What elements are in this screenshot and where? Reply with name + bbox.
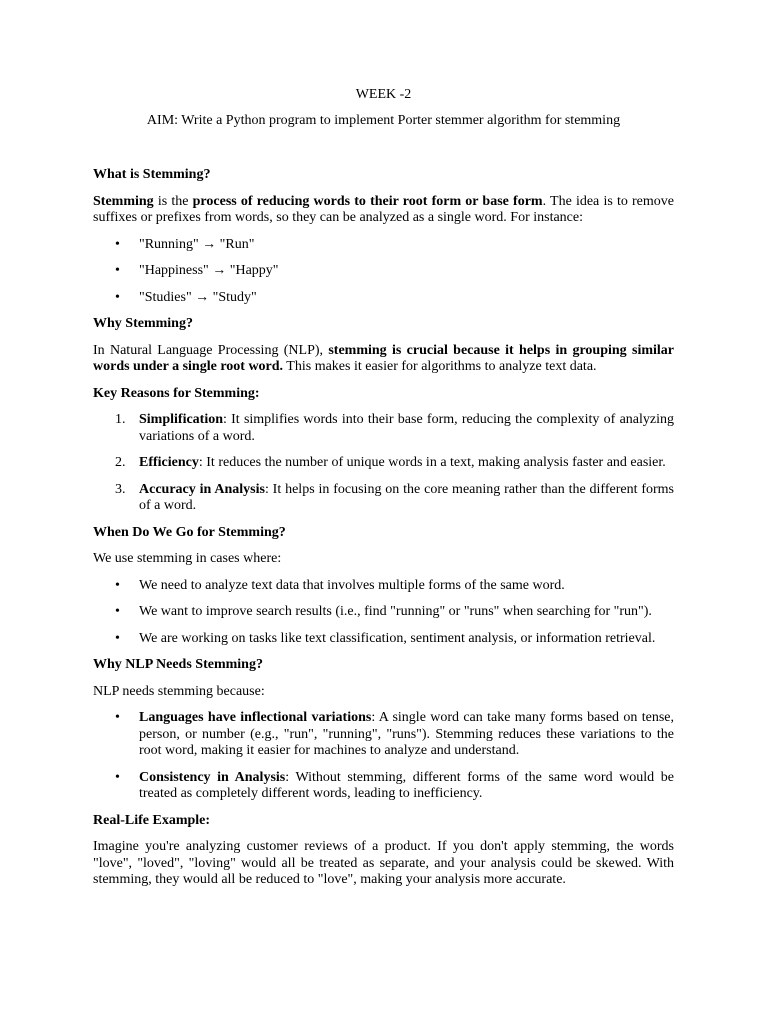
- why-paragraph: [93, 343, 674, 376]
- item-number: 3.: [115, 481, 126, 497]
- nlp-item-title: Languages have inflectional variations: [139, 710, 372, 725]
- why-bold-1: stemming is crucial because it helps in grouping similar words under a single root word.: [93, 342, 674, 374]
- bullet-icon: •: [115, 236, 120, 252]
- example-text: "Happiness" → "Happy": [139, 263, 279, 278]
- bullet-icon: •: [115, 769, 120, 785]
- nlp-heading: Why NLP Needs Stemming?: [93, 657, 263, 672]
- what-text-1: is the: [153, 193, 193, 209]
- reasons-list: [93, 412, 674, 515]
- when-list: [93, 578, 674, 648]
- when-item-text: We want to improve search results (i.e., find "running" or "runs" when searching for "run").: [139, 604, 652, 619]
- why-text-2: This makes it easier for algorithms to analyze text data.: [283, 359, 597, 374]
- when-heading: When Do We Go for Stemming?: [93, 524, 286, 540]
- what-text-2: . The idea is to remove suffixes or prefixes from words, so they can be analyzed as a single word. For instance:: [93, 193, 674, 225]
- when-item-text: We need to analyze text data that involves multiple forms of the same word.: [139, 577, 565, 593]
- list-item: [93, 578, 674, 595]
- bullet-icon: •: [115, 630, 120, 646]
- nlp-intro: NLP needs stemming because:: [93, 683, 265, 699]
- bullet-icon: •: [115, 710, 120, 725]
- example-text: "Running" → "Run": [139, 236, 255, 252]
- reason-text: : It simplifies words into their base form, reducing the complexity of analyzing variations of a word.: [139, 412, 674, 444]
- reason-title: Accuracy in Analysis: [139, 481, 265, 497]
- list-item: [93, 290, 674, 307]
- what-bold-1: Stemming: [93, 193, 154, 209]
- why-heading: Why Stemming?: [93, 316, 193, 331]
- list-item: [93, 263, 674, 280]
- example-text: "Studies" → "Study": [139, 289, 257, 305]
- reason-title: Simplification: [139, 412, 224, 427]
- bullet-icon: •: [115, 263, 120, 278]
- list-item: [93, 412, 674, 445]
- item-number: 1.: [115, 412, 126, 427]
- bullet-icon: •: [115, 289, 120, 305]
- nlp-item-title: Consistency in Analysis: [139, 769, 286, 785]
- why-text-1: In Natural Language Processing (NLP),: [93, 342, 329, 358]
- week-title: WEEK -2: [355, 87, 412, 102]
- what-paragraph: [93, 194, 674, 227]
- list-item: [93, 604, 674, 621]
- reason-text: : It helps in focusing on the core meaning rather than the different forms of a word.: [139, 481, 674, 513]
- what-bold-2: process of reducing words to their root form or base form: [192, 193, 543, 209]
- example-heading: Real-Life Example:: [93, 812, 211, 828]
- nlp-list: [93, 710, 674, 803]
- bullet-icon: •: [115, 604, 120, 619]
- nlp-item-text: : Without stemming, different forms of the same word would be treated as completely different words, leading to inefficiency.: [139, 769, 674, 801]
- aim-statement: AIM: Write a Python program to implement Porter stemmer algorithm for stemming: [146, 112, 621, 128]
- list-item: [93, 455, 674, 472]
- reasons-heading: Key Reasons for Stemming:: [93, 385, 260, 401]
- document-page: [93, 87, 674, 899]
- reason-text: : It reduces the number of unique words in a text, making analysis faster and easier.: [198, 455, 666, 470]
- nlp-item-text: : A single word can take many forms based on tense, person, or number (e.g., "run", "running", "runs"). Stemming reduces these variations to the root word, making it easier for machines to analyze and understand.: [139, 710, 674, 758]
- list-item: [93, 631, 674, 648]
- what-heading: What is Stemming?: [93, 167, 211, 182]
- bullet-icon: •: [115, 577, 120, 593]
- example-paragraph: Imagine you're analyzing customer reviews of a product. If you don't apply stemming, the words "love", "loved", "loving" would all be treated as separate, and your analysis could be skewed. With stemming, they would all be reduced to "love", making your analysis more accurate.: [93, 839, 674, 887]
- list-item: [93, 237, 674, 254]
- reason-title: Efficiency: [139, 455, 199, 470]
- list-item: [93, 770, 674, 803]
- list-item: [93, 710, 674, 760]
- when-item-text: We are working on tasks like text classification, sentiment analysis, or information retrieval.: [139, 630, 656, 646]
- list-item: [93, 482, 674, 515]
- when-intro: We use stemming in cases where:: [93, 551, 282, 566]
- examples-list: [93, 237, 674, 307]
- item-number: 2.: [115, 455, 126, 470]
